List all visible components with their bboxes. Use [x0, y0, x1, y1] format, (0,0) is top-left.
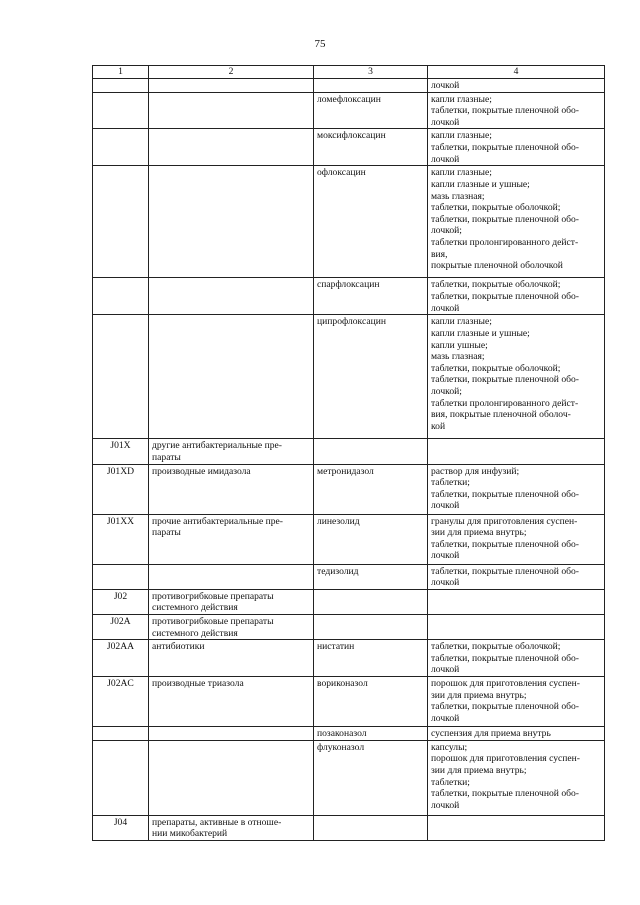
group-name-cell: [149, 614, 314, 639]
dosage-form-line: таблетки пролонгированного дейст-: [431, 236, 579, 248]
table-row: [93, 815, 605, 840]
atc-code-cell: J02: [93, 589, 149, 614]
dosage-form-line: таблетки;: [431, 776, 470, 788]
table-row: [93, 79, 605, 93]
dosage-forms-cell: [428, 79, 605, 93]
dosage-form-line: зии для приема внутрь;: [431, 689, 527, 701]
table-body: [93, 79, 605, 841]
header-col-1: 1: [93, 66, 149, 79]
dosage-form-line: таблетки, покрытые пленочной обо-: [431, 290, 579, 302]
dosage-form-line: таблетки, покрытые оболочкой;: [431, 641, 561, 653]
dosage-forms-cell: [428, 166, 605, 278]
group-name-cell: [149, 514, 314, 564]
dosage-forms-cell: [428, 514, 605, 564]
dosage-form-line: таблетки, покрытые пленочной обо-: [431, 538, 579, 550]
dosage-form-line: мазь глазная;: [431, 190, 485, 202]
group-name-line: прочие антибактериальные пре-: [152, 515, 283, 527]
dosage-form-line: лочкой;: [431, 385, 462, 397]
dosage-form-line: порошок для приготовления суспен-: [431, 678, 580, 690]
dosage-forms-cell: [428, 815, 605, 840]
group-name-cell: [149, 166, 314, 278]
group-name-cell: [149, 727, 314, 741]
table-row: [93, 589, 605, 614]
dosage-form-line: гранулы для приготовления суспен-: [431, 515, 578, 527]
dosage-form-line: таблетки пролонгированного дейст-: [431, 397, 579, 409]
drug-table: [92, 65, 605, 841]
dosage-form-line: раствор для инфузий;: [431, 465, 520, 477]
table-row: [93, 640, 605, 677]
dosage-form-line: вия, покрытые пленочной оболоч-: [431, 409, 571, 421]
group-name-line: препараты, активные в отноше-: [152, 816, 282, 828]
dosage-form-line: лочкой: [431, 500, 460, 512]
atc-code-cell: J02AC: [93, 677, 149, 727]
dosage-form-line: лочкой;: [431, 225, 462, 237]
dosage-forms-cell: [428, 464, 605, 514]
drug-name-cell: флуконазол: [314, 740, 428, 815]
drug-name-cell: [314, 589, 428, 614]
atc-code-cell: [93, 727, 149, 741]
dosage-form-line: таблетки, покрытые пленочной обо-: [431, 141, 579, 153]
dosage-form-line: таблетки, покрытые оболочкой;: [431, 279, 561, 291]
group-name-line: параты: [152, 527, 181, 539]
dosage-form-line: капли глазные и ушные;: [431, 178, 530, 190]
dosage-form-line: таблетки, покрытые пленочной обо-: [431, 213, 579, 225]
group-name-line: нии микобактерий: [152, 828, 228, 840]
atc-code-cell: [93, 92, 149, 129]
table-row: [93, 514, 605, 564]
table-row: [93, 439, 605, 464]
group-name-line: антибиотики: [152, 641, 205, 653]
atc-code-cell: J01XD: [93, 464, 149, 514]
group-name-line: противогрибковые препараты: [152, 590, 274, 602]
table-row: [93, 677, 605, 727]
table-row: [93, 727, 605, 741]
dosage-form-line: лочкой: [431, 799, 460, 811]
dosage-forms-cell: [428, 727, 605, 741]
group-name-cell: [149, 315, 314, 439]
group-name-cell: [149, 589, 314, 614]
drug-name-cell: ципрофлоксацин: [314, 315, 428, 439]
atc-code-cell: [93, 79, 149, 93]
table-row: [93, 564, 605, 589]
dosage-form-line: капсулы;: [431, 741, 468, 753]
dosage-form-line: суспензия для приема внутрь: [431, 728, 551, 740]
drug-name-cell: моксифлоксацин: [314, 129, 428, 166]
dosage-forms-cell: [428, 640, 605, 677]
dosage-form-line: таблетки, покрытые пленочной обо-: [431, 652, 579, 664]
dosage-form-line: лочкой: [431, 116, 460, 128]
group-name-cell: [149, 79, 314, 93]
group-name-cell: [149, 278, 314, 315]
group-name-cell: [149, 564, 314, 589]
table-header-row: [93, 66, 605, 79]
atc-code-cell: [93, 278, 149, 315]
dosage-forms-cell: [428, 278, 605, 315]
dosage-form-line: таблетки, покрытые оболочкой;: [431, 362, 561, 374]
dosage-form-line: таблетки, покрытые пленочной обо-: [431, 565, 579, 577]
dosage-form-line: лочкой: [431, 712, 460, 724]
dosage-form-line: таблетки;: [431, 477, 470, 489]
group-name-cell: [149, 129, 314, 166]
group-name-cell: [149, 92, 314, 129]
drug-name-cell: спарфлоксацин: [314, 278, 428, 315]
atc-code-cell: J04: [93, 815, 149, 840]
dosage-form-line: капли глазные;: [431, 316, 492, 328]
atc-code-cell: J02A: [93, 614, 149, 639]
group-name-cell: [149, 439, 314, 464]
dosage-form-line: лочкой: [431, 550, 460, 562]
atc-code-cell: J01X: [93, 439, 149, 464]
group-name-cell: [149, 677, 314, 727]
drug-name-cell: метронидазол: [314, 464, 428, 514]
dosage-form-line: лочкой: [431, 153, 460, 165]
drug-name-cell: тедизолид: [314, 564, 428, 589]
table-row: [93, 92, 605, 129]
dosage-form-line: таблетки, покрытые оболочкой;: [431, 202, 561, 214]
dosage-form-line: зии для приема внутрь;: [431, 527, 527, 539]
dosage-form-line: капли глазные и ушные;: [431, 327, 530, 339]
table-row: [93, 129, 605, 166]
dosage-form-line: лочкой: [431, 80, 460, 91]
dosage-form-line: кой: [431, 420, 446, 432]
group-name-line: производные имидазола: [152, 465, 251, 477]
page-number: 75: [314, 38, 326, 50]
atc-code-cell: [93, 166, 149, 278]
header-col-4: 4: [428, 66, 605, 79]
dosage-form-line: капли глазные;: [431, 130, 492, 142]
drug-name-cell: [314, 439, 428, 464]
group-name-line: системного действия: [152, 627, 238, 639]
table-row: [93, 464, 605, 514]
atc-code-cell: [93, 564, 149, 589]
group-name-line: параты: [152, 451, 181, 463]
dosage-forms-cell: [428, 92, 605, 129]
dosage-form-line: капли ушные;: [431, 339, 488, 351]
atc-code-cell: [93, 740, 149, 815]
dosage-forms-cell: [428, 589, 605, 614]
table-row: [93, 315, 605, 439]
group-name-line: системного действия: [152, 602, 238, 614]
drug-name-cell: [314, 79, 428, 93]
group-name-line: другие антибактериальные пре-: [152, 440, 282, 452]
atc-code-cell: [93, 129, 149, 166]
drug-name-cell: нистатин: [314, 640, 428, 677]
drug-name-cell: [314, 614, 428, 639]
drug-name-cell: вориконазол: [314, 677, 428, 727]
dosage-forms-cell: [428, 439, 605, 464]
atc-code-cell: J02AA: [93, 640, 149, 677]
dosage-form-line: вия,: [431, 248, 448, 260]
dosage-forms-cell: [428, 315, 605, 439]
drug-name-cell: ломефлоксацин: [314, 92, 428, 129]
dosage-form-line: порошок для приготовления суспен-: [431, 753, 580, 765]
dosage-form-line: таблетки, покрытые пленочной обо-: [431, 105, 579, 117]
header-col-3: 3: [314, 66, 428, 79]
drug-name-cell: линезолид: [314, 514, 428, 564]
dosage-forms-cell: [428, 740, 605, 815]
group-name-cell: [149, 740, 314, 815]
drug-name-cell: офлоксацин: [314, 166, 428, 278]
table-row: [93, 278, 605, 315]
dosage-form-line: капли глазные;: [431, 93, 492, 105]
group-name-cell: [149, 464, 314, 514]
table-row: [93, 166, 605, 278]
dosage-form-line: лочкой: [431, 664, 460, 676]
dosage-forms-cell: [428, 129, 605, 166]
dosage-form-line: таблетки, покрытые пленочной обо-: [431, 488, 579, 500]
header-col-2: 2: [149, 66, 314, 79]
dosage-form-line: таблетки, покрытые пленочной обо-: [431, 788, 579, 800]
dosage-form-line: лочкой: [431, 302, 460, 314]
dosage-form-line: покрытые пленочной оболочкой: [431, 260, 563, 272]
dosage-form-line: зии для приема внутрь;: [431, 764, 527, 776]
dosage-form-line: таблетки, покрытые пленочной обо-: [431, 374, 579, 386]
group-name-cell: [149, 815, 314, 840]
dosage-form-line: мазь глазная;: [431, 351, 485, 363]
group-name-line: производные триазола: [152, 678, 244, 690]
dosage-forms-cell: [428, 677, 605, 727]
table-row: [93, 740, 605, 815]
dosage-form-line: капли глазные;: [431, 167, 492, 179]
drug-name-cell: [314, 815, 428, 840]
dosage-forms-cell: [428, 614, 605, 639]
group-name-line: противогрибковые препараты: [152, 615, 274, 627]
dosage-form-line: таблетки, покрытые пленочной обо-: [431, 701, 579, 713]
atc-code-cell: J01XX: [93, 514, 149, 564]
dosage-form-line: лочкой: [431, 577, 460, 589]
atc-code-cell: [93, 315, 149, 439]
table-row: [93, 614, 605, 639]
dosage-forms-cell: [428, 564, 605, 589]
drug-name-cell: позаконазол: [314, 727, 428, 741]
group-name-cell: [149, 640, 314, 677]
